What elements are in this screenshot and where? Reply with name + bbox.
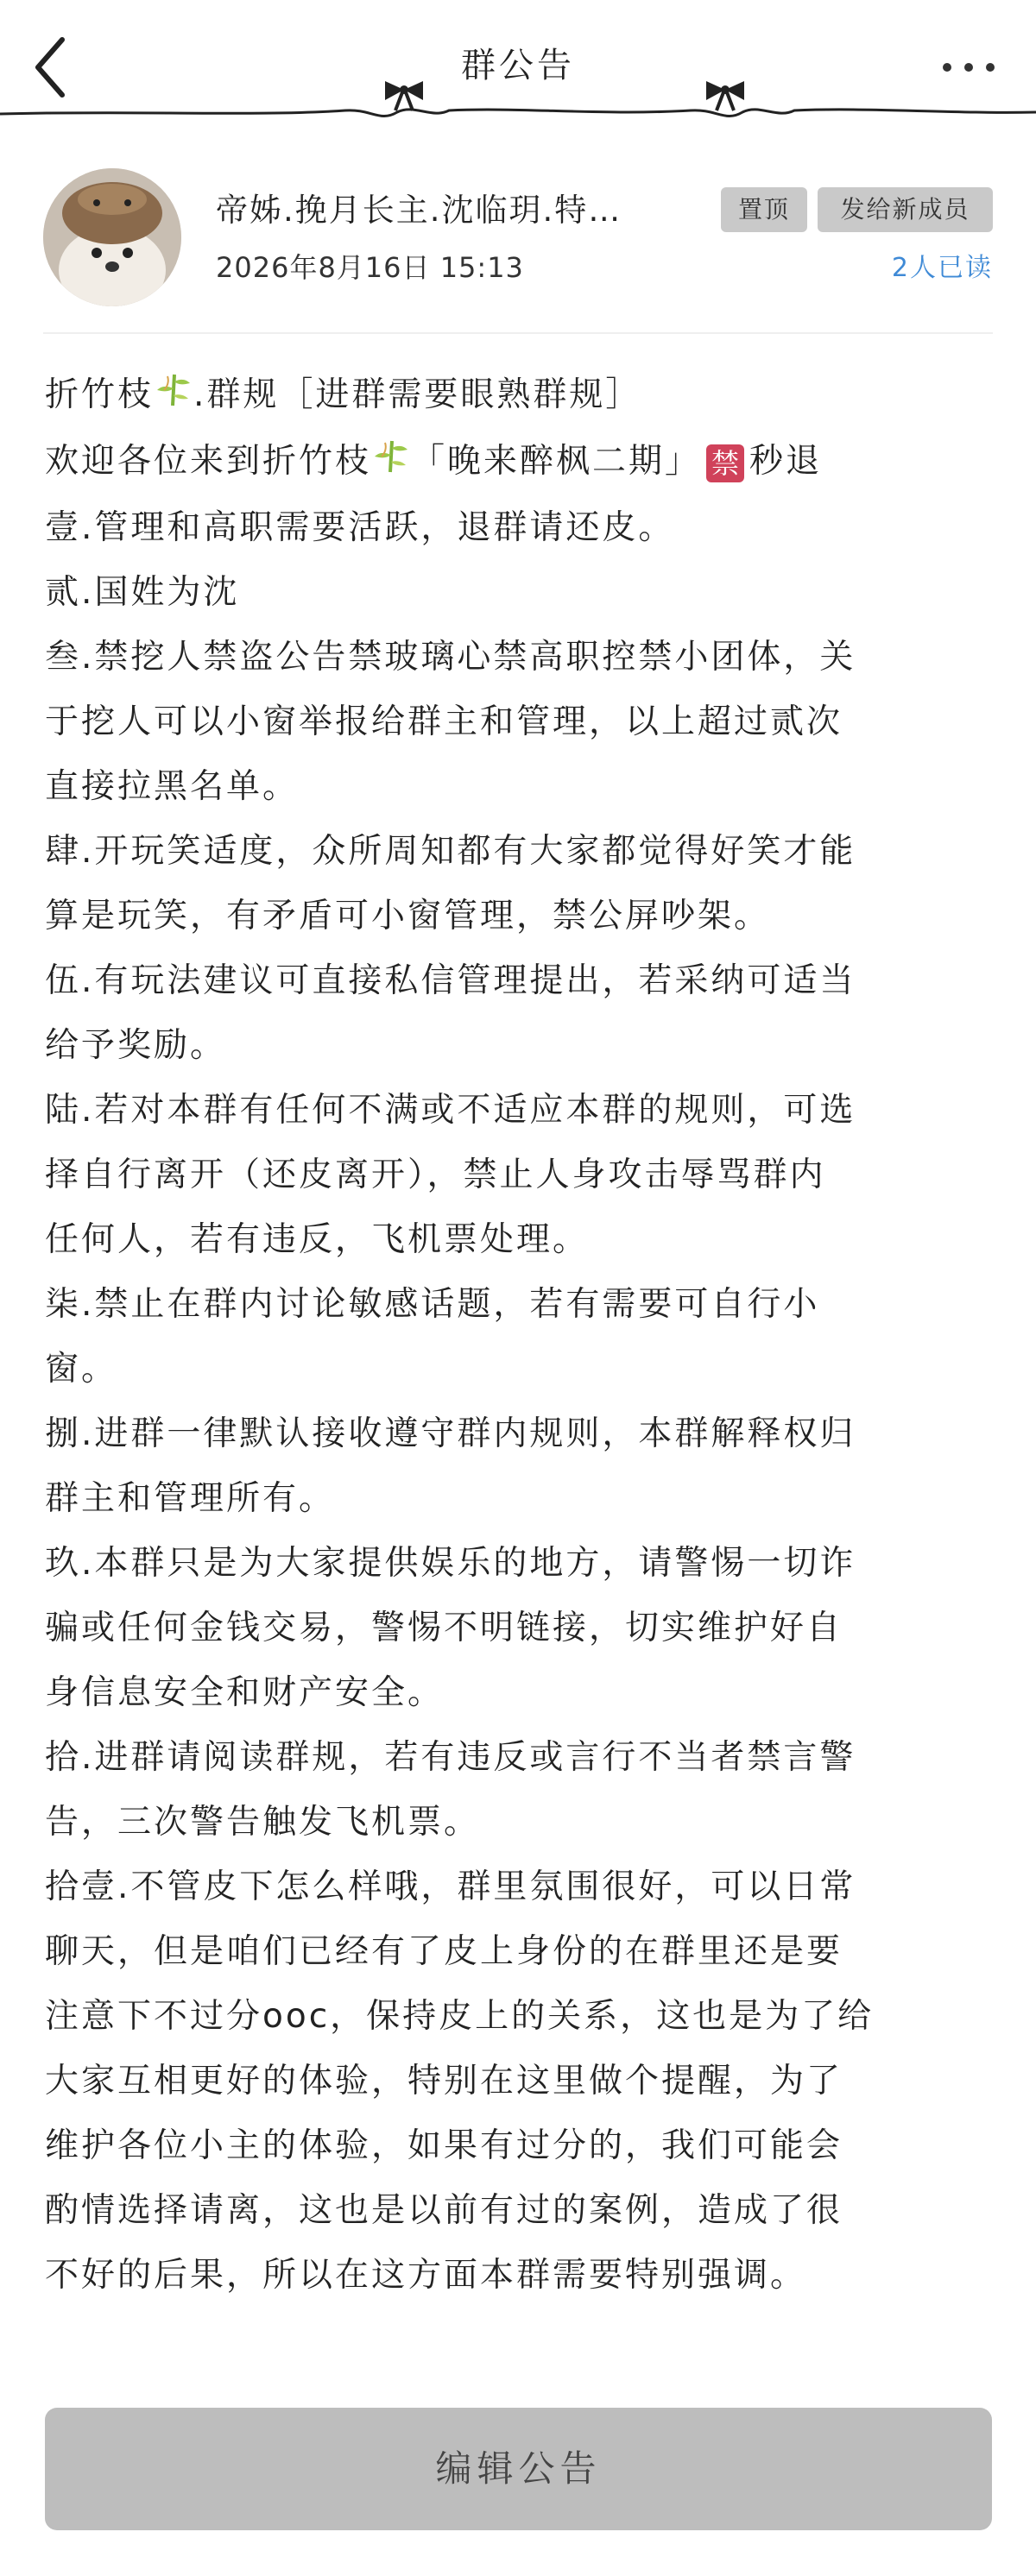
read-count-link[interactable]: 2人已读 [891, 253, 993, 283]
content-line: 直接拉黑名单。 [45, 767, 300, 806]
content-line: 任何人，若有违反，飞机票处理。 [45, 1220, 590, 1259]
content-line: 身信息安全和财产安全。 [45, 1673, 445, 1712]
content-line: 于挖人可以小窗举报给群主和管理，以上超过贰次 [45, 702, 843, 741]
dog-avatar-image [43, 168, 181, 306]
post-time: 2026年8月16日 15:13 [216, 251, 524, 284]
content-line: 壹.管理和高职需要活跃，退群请还皮。 [45, 508, 675, 547]
edit-announcement-button[interactable]: 编辑公告 [45, 2408, 992, 2530]
avatar[interactable] [43, 168, 181, 306]
top-bar [0, 0, 1036, 129]
content-line: 肆.开玩笑适度，众所周知都有大家都觉得好笑才能 [45, 832, 856, 871]
content-line: 贰.国姓为沈 [45, 573, 240, 612]
content-line: 欢迎各位来到折竹枝 「晚来醉枫二期」 禁 秒退 [45, 429, 995, 495]
send-to-new-members-button[interactable]: 发给新成员 [818, 187, 993, 232]
divider [43, 332, 993, 334]
content-line: 柒.禁止在群内讨论敏感话题，若有需要可自行小 [45, 1285, 820, 1324]
content-line: 不好的后果，所以在这方面本群需要特别强调。 [45, 2256, 807, 2295]
content-line: 维护各位小主的体验，如果有过分的，我们可能会 [45, 2126, 843, 2165]
content-line: 酌情选择请离，这也是以前有过的案例，造成了很 [45, 2191, 843, 2230]
content-line: 骗或任何金钱交易，警惕不明链接，切实维护好自 [45, 1609, 843, 1647]
content-line: 陆.若对本群有任何不满或不适应本群的规则，可选 [45, 1091, 856, 1130]
bamboo-icon [373, 431, 409, 495]
content-line: 叁.禁挖人禁盗公告禁玻璃心禁高职控禁小团体，关 [45, 638, 856, 677]
page-title: 群公告 [461, 46, 575, 85]
content-line: 算是玩笑，有矛盾可小窗管理，禁公屏吵架。 [45, 897, 771, 935]
announcement-content [45, 362, 995, 2308]
content-line: 聊天，但是咱们已经有了皮上身份的在群里还是要 [45, 1932, 843, 1971]
announcement-author [43, 168, 993, 306]
content-line: 玖.本群只是为大家提供娱乐的地方，请警惕一切诈 [45, 1544, 856, 1583]
bamboo-icon [155, 364, 192, 429]
content-line: 大家互相更好的体验，特别在这里做个提醒，为了 [45, 2062, 843, 2100]
content-line: 给予奖励。 [45, 1026, 227, 1065]
content-line: 拾壹.不管皮下怎么样哦，群里氛围很好，可以日常 [45, 1867, 856, 1906]
content-line: 告，三次警告触发飞机票。 [45, 1803, 481, 1842]
content-line: 注意下不过分ooc，保持皮上的关系，这也是为了给 [45, 1997, 875, 2036]
pin-button[interactable]: 置顶 [721, 187, 807, 232]
content-line: 伍.有玩法建议可直接私信管理提出，若采纳可适当 [45, 961, 856, 1000]
content-line: 拾.进群请阅读群规，若有违反或言行不当者禁言警 [45, 1738, 856, 1777]
content-line: 捌.进群一律默认接收遵守群内规则，本群解释权归 [45, 1414, 856, 1453]
more-dots-icon [943, 63, 951, 72]
bow-ribbon-decoration [0, 78, 1036, 129]
content-line: 群主和管理所有。 [45, 1479, 336, 1518]
author-name: 帝姊.挽月长主.沈临玥.特… [216, 192, 622, 229]
content-line: 窗。 [45, 1350, 118, 1389]
ban-badge-icon: 禁 [706, 444, 744, 482]
content-line: 折竹枝 .群规［进群需要眼熟群规］ [45, 362, 995, 429]
content-line: 择自行离开（还皮离开），禁止人身攻击辱骂群内 [45, 1156, 826, 1194]
